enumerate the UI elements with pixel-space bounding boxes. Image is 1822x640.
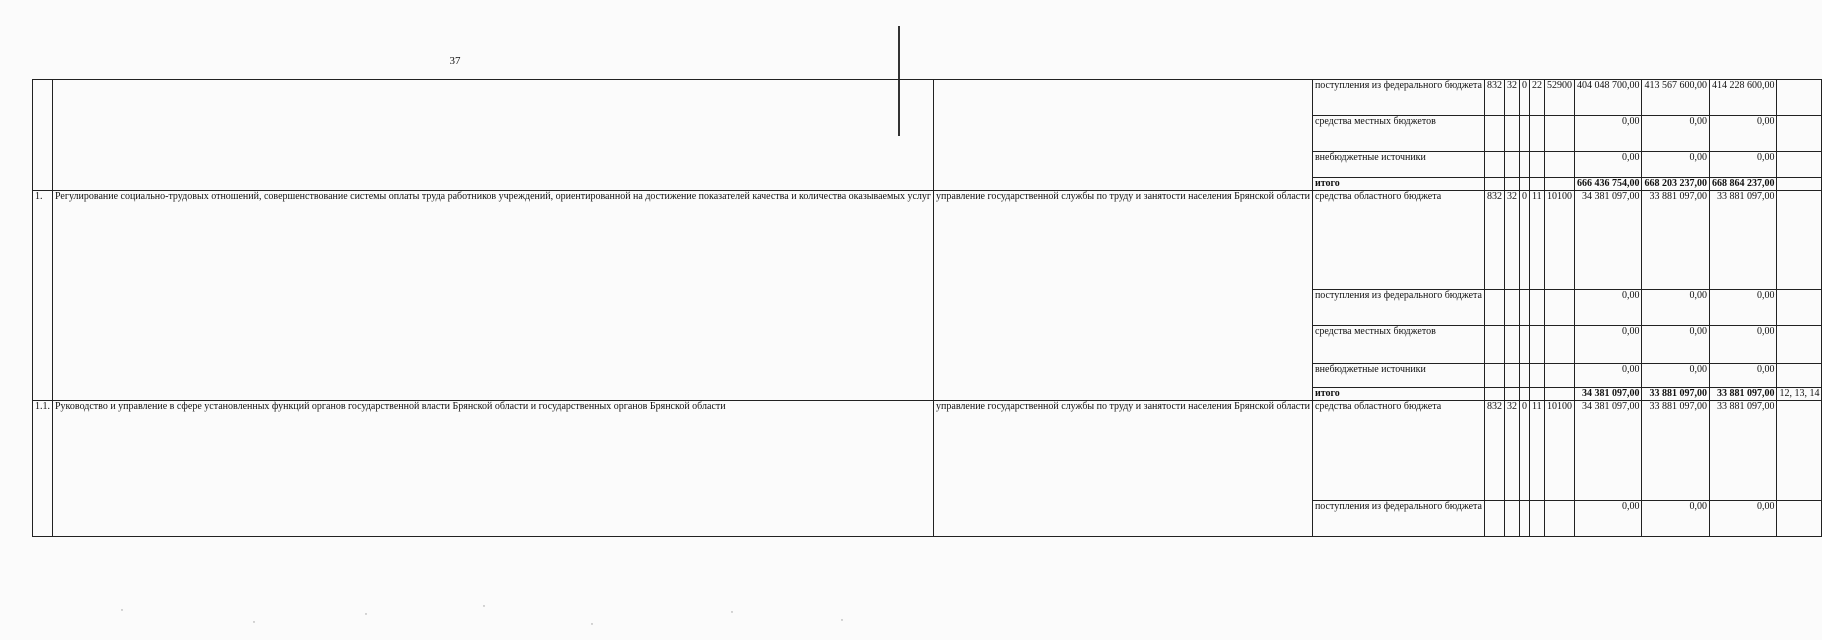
funding-source: поступления из федерального бюджета xyxy=(1312,290,1484,326)
note xyxy=(1777,152,1822,178)
code-4 xyxy=(1529,178,1544,191)
code-2 xyxy=(1504,364,1519,388)
value-year-2: 0,00 xyxy=(1642,116,1710,152)
code-2: 32 xyxy=(1504,191,1519,290)
code-1 xyxy=(1484,178,1504,191)
code-4: 11 xyxy=(1529,401,1544,501)
value-year-2: 0,00 xyxy=(1642,290,1710,326)
code-3: 0 xyxy=(1519,80,1529,116)
value-year-3: 0,00 xyxy=(1709,152,1777,178)
code-4 xyxy=(1529,152,1544,178)
funding-source: средства местных бюджетов xyxy=(1312,116,1484,152)
code-3 xyxy=(1519,152,1529,178)
code-4: 11 xyxy=(1529,191,1544,290)
note xyxy=(1777,116,1822,152)
code-4 xyxy=(1529,326,1544,364)
table-row xyxy=(33,401,1822,501)
code-1: 832 xyxy=(1484,401,1504,501)
code-5: 10100 xyxy=(1544,401,1574,501)
code-1 xyxy=(1484,116,1504,152)
activity-name: Руководство и управление в сфере установленных функций органов государственной власти Брянской области и государственных органов Брянской области xyxy=(53,401,934,537)
value-year-3: 0,00 xyxy=(1709,364,1777,388)
note xyxy=(1777,290,1822,326)
code-4 xyxy=(1529,501,1544,537)
code-2 xyxy=(1504,326,1519,364)
code-4 xyxy=(1529,364,1544,388)
code-5 xyxy=(1544,178,1574,191)
value-year-1: 0,00 xyxy=(1574,501,1642,537)
code-5: 10100 xyxy=(1544,191,1574,290)
note: 12, 13, 14 xyxy=(1777,388,1822,401)
code-4: 22 xyxy=(1529,80,1544,116)
code-4 xyxy=(1529,116,1544,152)
page-number: 37 xyxy=(449,55,461,67)
code-3 xyxy=(1519,178,1529,191)
activity-name xyxy=(53,80,934,191)
value-year-2: 0,00 xyxy=(1642,364,1710,388)
code-3 xyxy=(1519,290,1529,326)
code-3: 0 xyxy=(1519,191,1529,290)
value-year-1: 34 381 097,00 xyxy=(1574,401,1642,501)
code-2 xyxy=(1504,290,1519,326)
code-3 xyxy=(1519,388,1529,401)
code-5 xyxy=(1544,388,1574,401)
value-year-3: 0,00 xyxy=(1709,290,1777,326)
total-year-2: 668 203 237,00 xyxy=(1642,178,1710,191)
value-year-2: 33 881 097,00 xyxy=(1642,191,1710,290)
total-year-1: 666 436 754,00 xyxy=(1574,178,1642,191)
budget-table xyxy=(32,79,1822,537)
note xyxy=(1777,80,1822,116)
table-row xyxy=(33,80,1822,116)
code-1 xyxy=(1484,501,1504,537)
funding-source: внебюджетные источники xyxy=(1312,152,1484,178)
value-year-3: 414 228 600,00 xyxy=(1709,80,1777,116)
code-3 xyxy=(1519,116,1529,152)
value-year-2: 413 567 600,00 xyxy=(1642,80,1710,116)
value-year-1: 34 381 097,00 xyxy=(1574,191,1642,290)
funding-source: средства местных бюджетов xyxy=(1312,326,1484,364)
code-5 xyxy=(1544,326,1574,364)
note xyxy=(1777,191,1822,290)
total-year-1: 34 381 097,00 xyxy=(1574,388,1642,401)
code-1 xyxy=(1484,326,1504,364)
code-3 xyxy=(1519,501,1529,537)
funding-source: поступления из федерального бюджета xyxy=(1312,80,1484,116)
activity-name: Регулирование социально-трудовых отношений, совершенствование системы оплаты труда работников учреждений, ориентированной на достижение показателей качества и количества оказываемых услуг xyxy=(53,191,934,401)
code-1: 832 xyxy=(1484,80,1504,116)
code-3 xyxy=(1519,364,1529,388)
value-year-3: 0,00 xyxy=(1709,326,1777,364)
code-2 xyxy=(1504,501,1519,537)
funding-source: внебюджетные источники xyxy=(1312,364,1484,388)
funding-source: средства областного бюджета xyxy=(1312,191,1484,290)
funding-source: поступления из федерального бюджета xyxy=(1312,501,1484,537)
value-year-1: 0,00 xyxy=(1574,364,1642,388)
code-1: 832 xyxy=(1484,191,1504,290)
value-year-2: 0,00 xyxy=(1642,326,1710,364)
note xyxy=(1777,364,1822,388)
code-3 xyxy=(1519,326,1529,364)
value-year-3: 33 881 097,00 xyxy=(1709,401,1777,501)
code-1 xyxy=(1484,364,1504,388)
code-1 xyxy=(1484,152,1504,178)
value-year-1: 0,00 xyxy=(1574,116,1642,152)
note xyxy=(1777,178,1822,191)
note xyxy=(1777,401,1822,501)
note xyxy=(1777,326,1822,364)
scan-noise xyxy=(32,600,872,630)
code-3: 0 xyxy=(1519,401,1529,501)
row-number: 1. xyxy=(33,191,53,401)
value-year-2: 0,00 xyxy=(1642,501,1710,537)
code-5 xyxy=(1544,152,1574,178)
code-5 xyxy=(1544,290,1574,326)
executor: управление государственной службы по труду и занятости населения Брянской области xyxy=(934,401,1313,537)
value-year-1: 404 048 700,00 xyxy=(1574,80,1642,116)
value-year-3: 33 881 097,00 xyxy=(1709,191,1777,290)
executor xyxy=(934,80,1313,191)
row-number: 1.1. xyxy=(33,401,53,537)
note xyxy=(1777,501,1822,537)
code-5 xyxy=(1544,501,1574,537)
executor: управление государственной службы по труду и занятости населения Брянской области xyxy=(934,191,1313,401)
code-4 xyxy=(1529,388,1544,401)
code-5: 52900 xyxy=(1544,80,1574,116)
funding-source: средства областного бюджета xyxy=(1312,401,1484,501)
value-year-1: 0,00 xyxy=(1574,326,1642,364)
total-year-2: 33 881 097,00 xyxy=(1642,388,1710,401)
total-year-3: 668 864 237,00 xyxy=(1709,178,1777,191)
value-year-2: 0,00 xyxy=(1642,152,1710,178)
code-1 xyxy=(1484,388,1504,401)
value-year-1: 0,00 xyxy=(1574,152,1642,178)
row-number xyxy=(33,80,53,191)
code-2: 32 xyxy=(1504,401,1519,501)
code-1 xyxy=(1484,290,1504,326)
code-4 xyxy=(1529,290,1544,326)
code-2 xyxy=(1504,116,1519,152)
total-year-3: 33 881 097,00 xyxy=(1709,388,1777,401)
code-5 xyxy=(1544,116,1574,152)
code-2 xyxy=(1504,178,1519,191)
code-5 xyxy=(1544,364,1574,388)
value-year-1: 0,00 xyxy=(1574,290,1642,326)
code-2: 32 xyxy=(1504,80,1519,116)
code-2 xyxy=(1504,388,1519,401)
value-year-3: 0,00 xyxy=(1709,116,1777,152)
funding-source-total: итого xyxy=(1312,388,1484,401)
value-year-2: 33 881 097,00 xyxy=(1642,401,1710,501)
funding-source-total: итого xyxy=(1312,178,1484,191)
value-year-3: 0,00 xyxy=(1709,501,1777,537)
code-2 xyxy=(1504,152,1519,178)
table-row xyxy=(33,191,1822,290)
